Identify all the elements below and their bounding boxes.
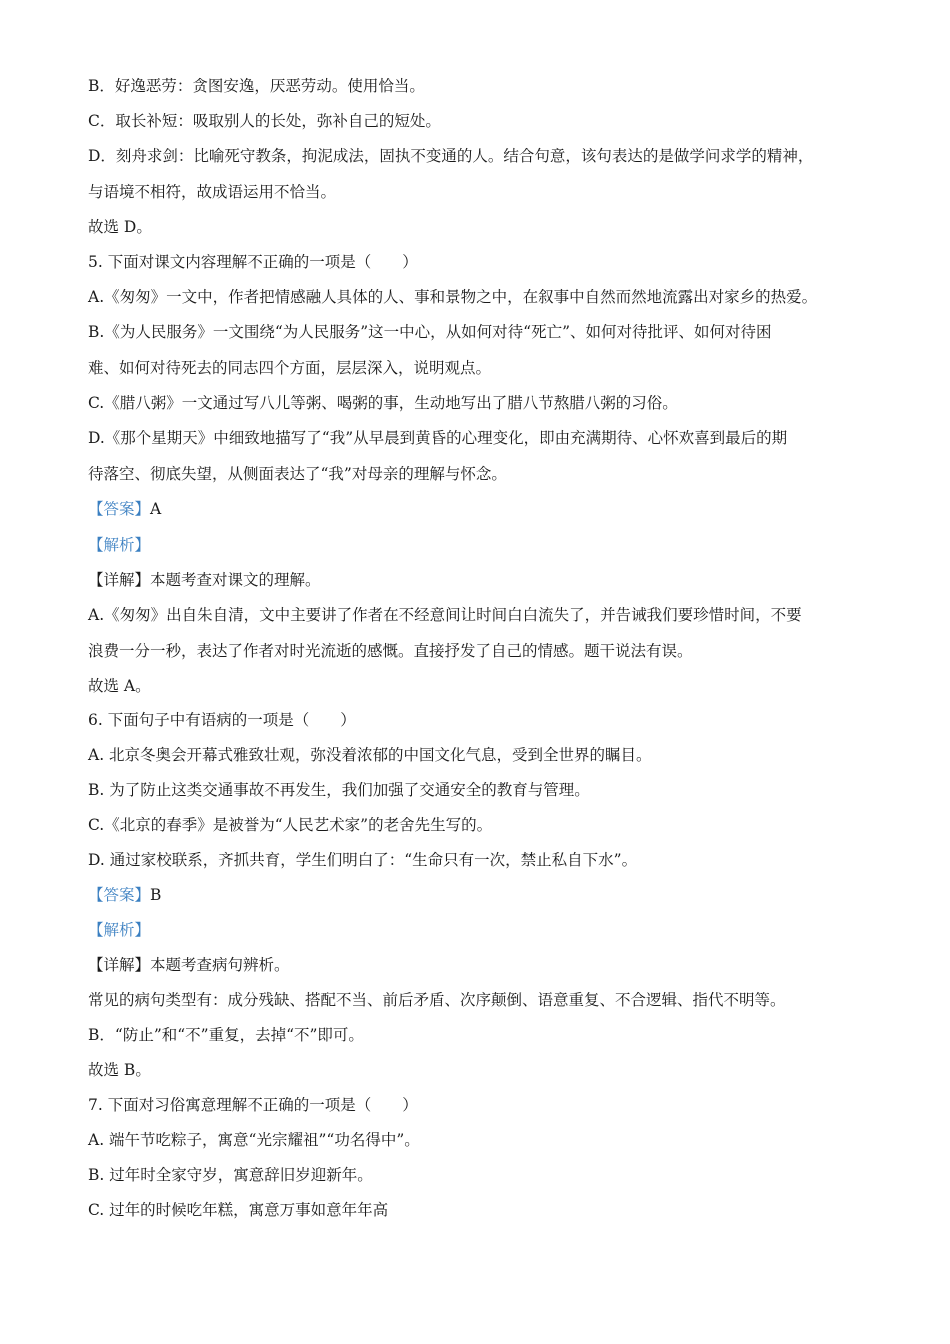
q6-explanation: B．“防止”和“不”重复，去掉“不”即可。 [88, 1026, 364, 1044]
q6-stem: 6. 下面句子中有语病的一项是（ ） [88, 711, 356, 729]
q5-analysis-tag: 【解析】 [88, 536, 151, 554]
detail-tag: 【详解】 [88, 571, 151, 589]
q5-option-b-line1: B.《为人民服务》一文围绕“为人民服务”这一中心，从如何对待“死亡”、如何对待批评、如何对待困 [88, 323, 772, 341]
q6-conclusion: 故选 B。 [88, 1061, 151, 1079]
q4-option-c-explanation: C．取长补短：吸取别人的长处，弥补自己的短处。 [88, 112, 441, 130]
q5-explanation-line2: 浪费一分一秒，表达了作者对时光流逝的感慨。直接抒发了自己的情感。题干说法有误。 [88, 642, 693, 660]
q4-option-d-explanation-line1: D．刻舟求剑：比喻死守教条，拘泥成法，固执不变通的人。结合句意，该句表达的是做学问求学的精神， [88, 147, 814, 165]
q6-detail [88, 954, 878, 976]
q6-option-d: D. 通过家校联系，齐抓共育，学生们明白了：“生命只有一次，禁止私自下水”。 [88, 851, 638, 869]
q5-explanation-line1: A.《匆匆》出自朱自清，文中主要讲了作者在不经意间让时间白白流失了，并告诫我们要珍惜时间，不要 [88, 606, 802, 624]
q6-answer [88, 884, 878, 906]
detail-text: 本题考查病句辨析。 [150, 956, 290, 974]
q7-stem: 7. 下面对习俗寓意理解不正确的一项是（ ） [88, 1096, 418, 1114]
q5-answer [88, 498, 878, 520]
q4-conclusion: 故选 D。 [88, 218, 152, 236]
answer-value: A [150, 500, 162, 518]
q6-analysis-tag: 【解析】 [88, 921, 151, 939]
q6-option-b: B. 为了防止这类交通事故不再发生，我们加强了交通安全的教育与管理。 [88, 781, 590, 799]
q5-option-d-line1: D.《那个星期天》中细致地描写了“我”从早晨到黄昏的心理变化，即由充满期待、心怀欢喜到最后的期 [88, 429, 788, 447]
answer-value: B [150, 886, 162, 904]
q6-common-errors: 常见的病句类型有：成分残缺、搭配不当、前后矛盾、次序颠倒、语意重复、不合逻辑、指代不明等。 [88, 991, 786, 1009]
q5-option-b-line2: 难、如何对待死去的同志四个方面，层层深入，说明观点。 [88, 359, 492, 377]
q6-option-c: C.《北京的春季》是被誉为“人民艺术家”的老舍先生写的。 [88, 816, 493, 834]
q4-option-d-explanation-line2: 与语境不相符，故成语运用不恰当。 [88, 183, 337, 201]
detail-tag: 【详解】 [88, 956, 151, 974]
answer-tag: 【答案】 [88, 500, 151, 518]
q5-option-a: A.《匆匆》一文中，作者把情感融人具体的人、事和景物之中，在叙事中自然而然地流露出对家乡的热爱。 [88, 288, 818, 306]
q7-option-c: C. 过年的时候吃年糕，寓意万事如意年年高 [88, 1201, 389, 1219]
q5-detail [88, 569, 878, 591]
q5-stem: 5. 下面对课文内容理解不正确的一项是（ ） [88, 253, 418, 271]
q5-option-c: C.《腊八粥》一文通过写八儿等粥、喝粥的事，生动地写出了腊八节熬腊八粥的习俗。 [88, 394, 678, 412]
q4-option-b-explanation: B．好逸恶劳：贪图安逸，厌恶劳动。使用恰当。 [88, 77, 425, 95]
q6-option-a: A. 北京冬奥会开幕式雅致壮观，弥没着浓郁的中国文化气息，受到全世界的瞩目。 [88, 746, 652, 764]
q7-option-a: A. 端午节吃粽子，寓意“光宗耀祖”“功名得中”。 [88, 1131, 420, 1149]
q5-option-d-line2: 待落空、彻底失望，从侧面表达了“我”对母亲的理解与怀念。 [88, 465, 507, 483]
answer-tag: 【答案】 [88, 886, 151, 904]
q5-conclusion: 故选 A。 [88, 677, 151, 695]
detail-text: 本题考查对课文的理解。 [150, 571, 321, 589]
q7-option-b: B. 过年时全家守岁，寓意辞旧岁迎新年。 [88, 1166, 373, 1184]
